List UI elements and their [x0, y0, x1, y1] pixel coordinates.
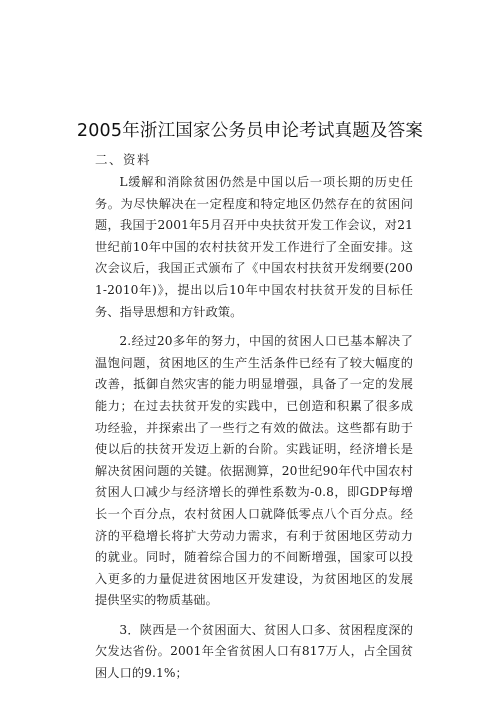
section-heading: 二、资料 [95, 152, 152, 167]
paragraph-1: L缓解和消除贫困仍然是中国以后一项长期的历史任务。为尽快解决在一定程度和特定地区仍然存在的贫困问题，我国于2001年5月召开中央扶贫开发工作会议，对21世纪前10年中国的农村扶贫开发工作进行了全面安排。这次会议后，我国正式颁布了《中国农村扶贫开发纲要(2001-2010年)》，提出以后10年中国农村扶贫开发的目标任务、指导思想和方针政策。 [95, 175, 413, 319]
document-body [95, 172, 413, 685]
paragraph-2: 2.经过20多年的努力，中国的贫困人口已基本解决了温饱问题，贫困地区的生产生活条件已经有了较大幅度的改善，抵御自然灾害的能力明显增强，具备了一定的发展能力；在过去扶贫开发的实践中，已创造和积累了很多成功经验，并探索出了一些行之有效的做法。这些都有助于使以后的扶贫开发迈上新的台阶。实践证明，经济增长是解决贫困问题的关键。依据测算，20世纪90年代中国农村贫困人口减少与经济增长的弹性系数为-0.8，即GDP每增长一个百分点，农村贫困人口就降低零点八个百分点。经济的平稳增长将扩大劳动力需求，有利于贫困地区劳动力的就业。同时，随着综合国力的不间断增强，国家可以投入更多的力量促进贫困地区开发建设，为贫困地区的发展提供坚实的物质基础。 [95, 334, 413, 608]
document-title: 2005年浙江国家公务员申论考试真题及答案 [76, 121, 424, 141]
paragraph-3: 3．陕西是一个贫困面大、贫困人口多、贫困程度深的欠发达省份。2001年全省贫困人口有817万人，占全国贫困人口的9.1%； [95, 622, 413, 681]
